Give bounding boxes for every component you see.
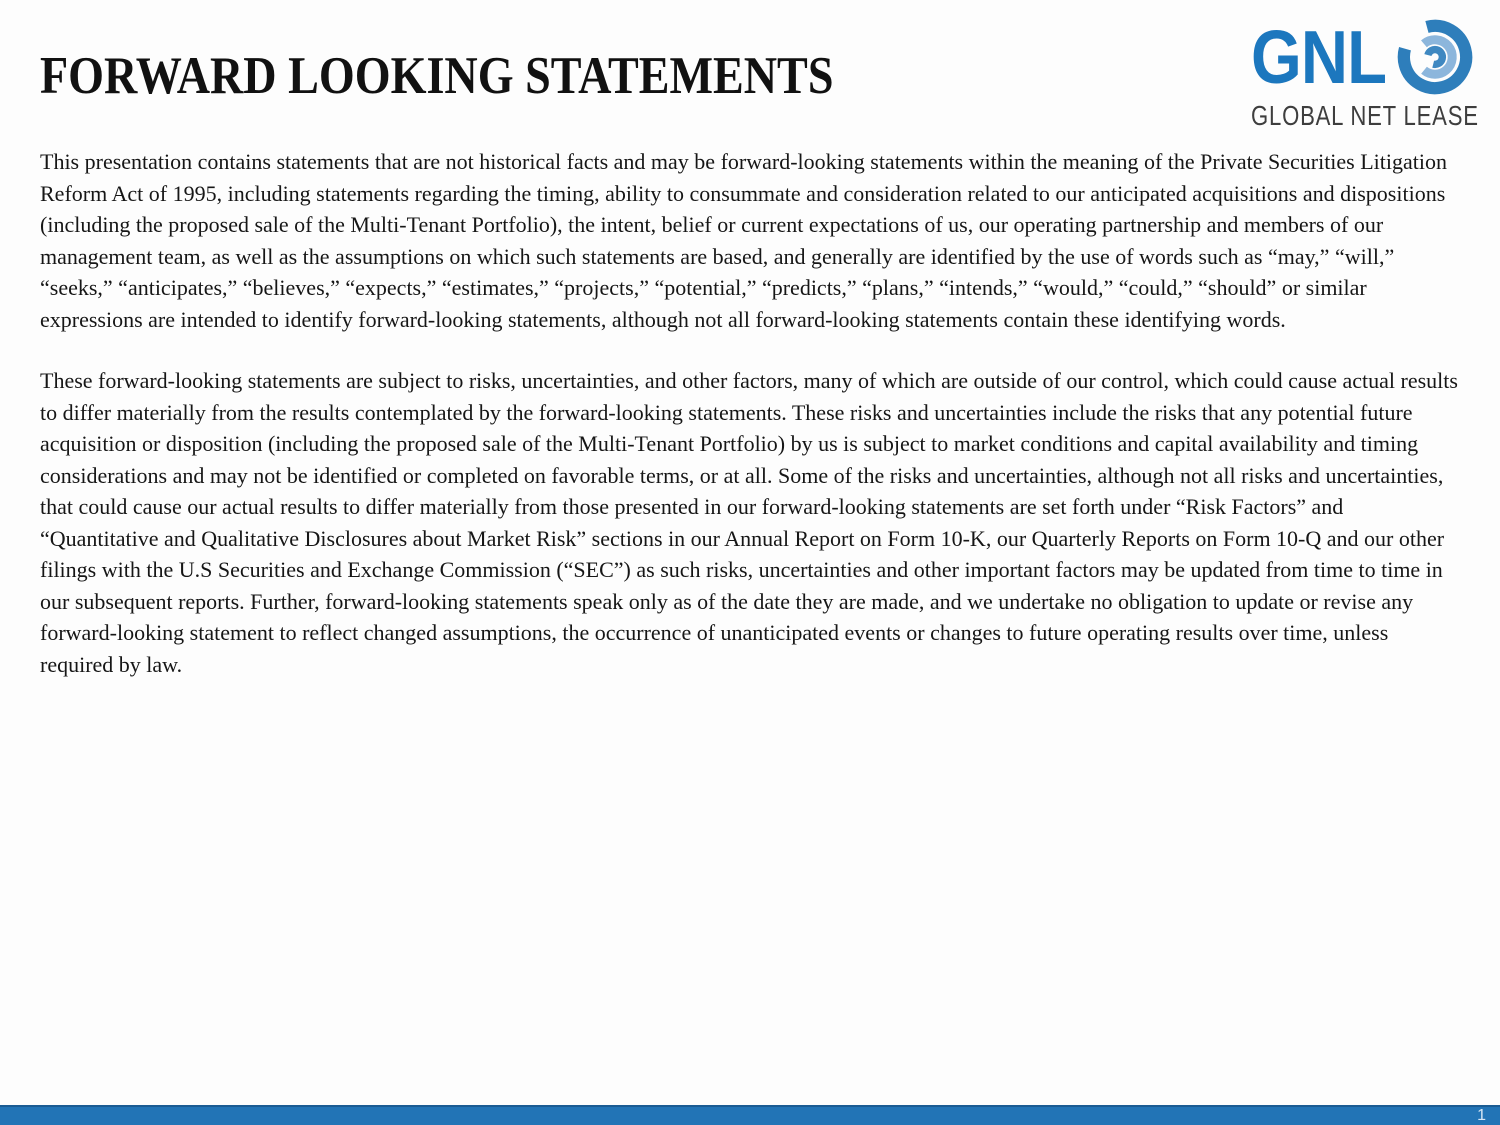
gnl-logo <box>1251 16 1483 132</box>
footer-bar <box>0 1105 1500 1125</box>
logo-wordmark: GLOBAL NET LEASE <box>1251 100 1479 131</box>
page-number: 1 <box>1477 1107 1486 1124</box>
logo-acronym: GNL <box>1251 15 1387 99</box>
disclaimer-paragraph: These forward-looking statements are subject to risks, uncertainties, and other factors, many of which are outside of our control, which could cause actual results to differ materially from the results contemplated by the forward-looking statements. These risks and uncertainties include the risks that any potential future acquisition or disposition (including the proposed sale of the Multi-Tenant Portfolio) by us is subject to market conditions and capital availability and timing considerations and may not be identified or completed on favorable terms, or at all. Some of the risks and uncertainties, although not all risks and uncertainties, that could cause our actual results to differ materially from those presented in our forward-looking statements are set forth under “Risk Factors” and “Quantitative and Qualitative Disclosures about Market Risk” sections in our Annual Report on Form 10-K, our Quarterly Reports on Form 10-Q and our other filings with the U.S Securities and Exchange Commission (“SEC”) as such risks, uncertainties and other important factors may be updated from time to time in our subsequent reports. Further, forward-looking statements speak only as of the date they are made, and we undertake no obligation to update or revise any forward-looking statement to reflect changed assumptions, the occurrence of unanticipated events or changes to future operating results over time, unless required by law. <box>40 368 1458 677</box>
logo-top-row <box>1251 16 1483 98</box>
globe-swirl-icon <box>1394 16 1476 98</box>
page-title: FORWARD LOOKING STATEMENTS <box>40 47 834 105</box>
disclaimer-paragraph: This presentation contains statements that are not historical facts and may be forward-looking statements within the meaning of the Private Securities Litigation Reform Act of 1995, including statements regarding the timing, ability to consummate and consideration related to our anticipated acquisitions and dispositions (including the proposed sale of the Multi-Tenant Portfolio), the intent, belief or current expectations of us, our operating partnership and members of our management team, as well as the assumptions on which such statements are based, and generally are identified by the use of words such as “may,” “will,” “seeks,” “anticipates,” “believes,” “expects,” “estimates,” “projects,” “potential,” “predicts,” “plans,” “intends,” “would,” “could,” “should” or similar expressions are intended to identify forward-looking statements, although not all forward-looking statements contain these identifying words. <box>40 149 1448 332</box>
disclaimer-body <box>40 146 1464 710</box>
